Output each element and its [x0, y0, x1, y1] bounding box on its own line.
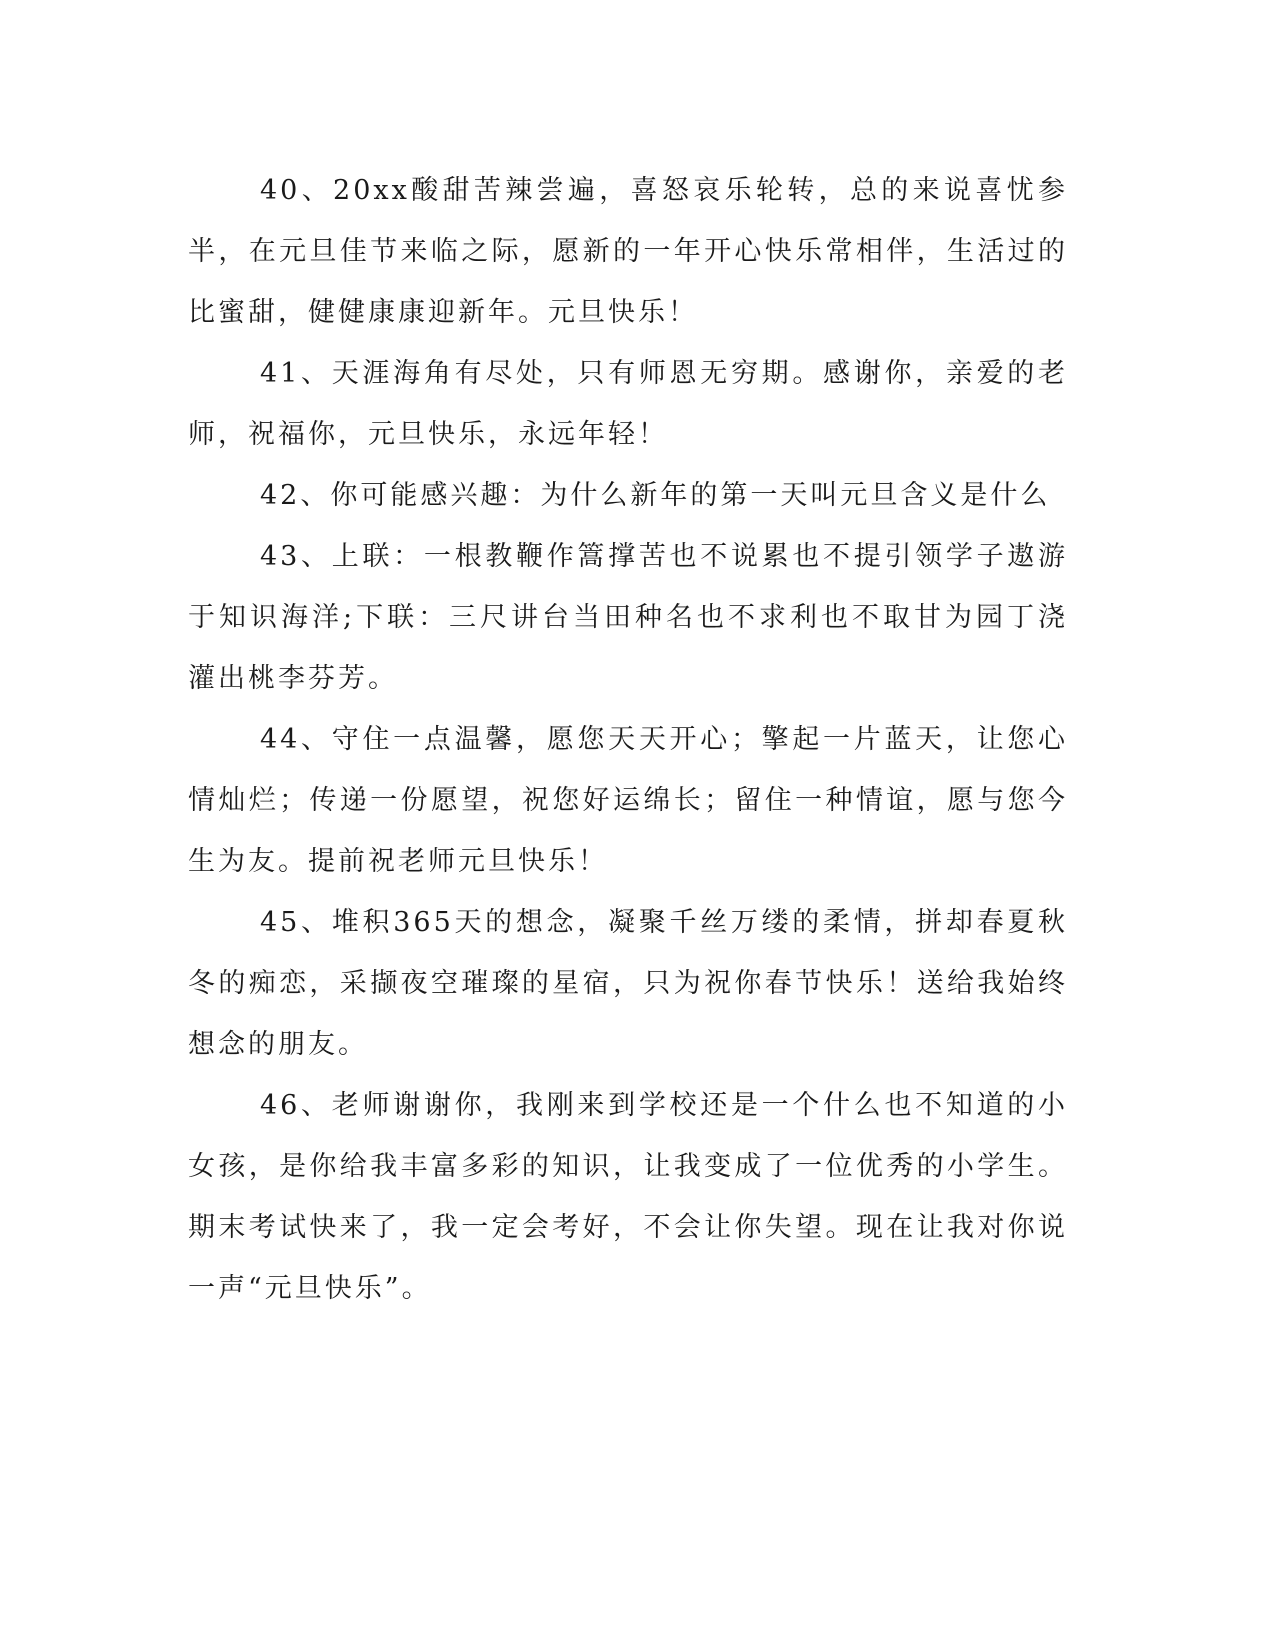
- paragraph-46: 46、老师谢谢你，我刚来到学校还是一个什么也不知道的小女孩，是你给我丰富多彩的知识，让我变成了一位优秀的小学生。期末考试快来了，我一定会考好，不会让你失望。现在让我对你说一声“元旦快乐”。: [188, 1090, 1068, 1304]
- paragraph-44: 44、守住一点温馨，愿您天天开心；擎起一片蓝天，让您心情灿烂；传递一份愿望，祝您好运绵长；留住一种情谊，愿与您今生为友。提前祝老师元旦快乐！: [188, 724, 1068, 877]
- paragraph-41: 41、天涯海角有尽处，只有师恩无穷期。感谢你，亲爱的老师，祝福你，元旦快乐，永远年轻！: [188, 358, 1068, 450]
- paragraph-45: 45、堆积365天的想念，凝聚千丝万缕的柔情，拼却春夏秋冬的痴恋，采撷夜空璀璨的星宿，只为祝你春节快乐！送给我始终想念的朋友。: [188, 907, 1068, 1060]
- paragraph-40: 40、20xx酸甜苦辣尝遍，喜怒哀乐轮转，总的来说喜忧参半，在元旦佳节来临之际，愿新的一年开心快乐常相伴，生活过的比蜜甜，健健康康迎新年。元旦快乐！: [188, 175, 1068, 328]
- paragraph-43: 43、上联：一根教鞭作篙撑苦也不说累也不提引领学子遨游于知识海洋;下联：三尺讲台当田种名也不求利也不取甘为园丁浇灌出桃李芬芳。: [188, 541, 1068, 694]
- document-body: [188, 160, 1068, 1319]
- paragraph-42: 42、你可能感兴趣：为什么新年的第一天叫元旦含义是什么: [260, 480, 1051, 511]
